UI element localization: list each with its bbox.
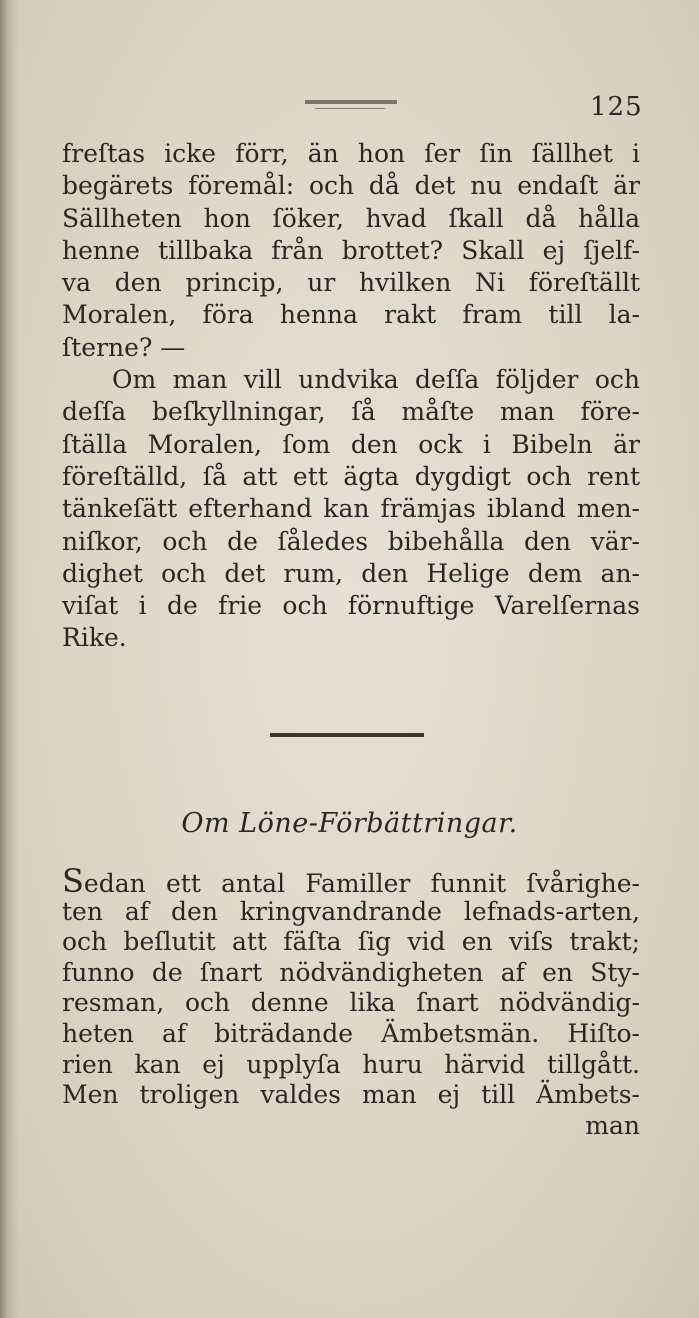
section-heading: Om Löne-Förbättringar. xyxy=(181,808,518,839)
page-number: 125 xyxy=(590,92,643,122)
text-line: resman, och denne lika ſnart nödvändig- xyxy=(62,988,640,1018)
text-line: Men troligen valdes man ej till Ämbets- xyxy=(62,1080,640,1110)
header-ornament-rule xyxy=(305,100,397,104)
text-line: ſtälla Moralen, ſom den ock i Bibeln är xyxy=(62,429,640,459)
text-line: Moralen, föra henna rakt fram till la- xyxy=(62,300,640,330)
text-line: niſkor, och de ſåledes bibehålla den vär- xyxy=(62,526,640,556)
text-line: va den princip, ur hvilken Ni föreſtällt xyxy=(62,268,640,298)
text-line: dighet och det rum, den Helige dem an- xyxy=(62,558,640,588)
section-divider-rule xyxy=(270,733,424,737)
text-line: föreſtälld, ſå att ett ägta dygdigt och rent xyxy=(62,461,640,491)
text-line: freſtas icke förr, än hon ſer ſin ſällhet i xyxy=(62,139,640,168)
text-line: deſſa beſkyllningar, ſå måſte man före- xyxy=(62,397,640,427)
text-line: viſat i de frie och förnuftige Varelſernas xyxy=(62,591,640,621)
text-line: heten af biträdande Ämbetsmän. Hiſto- xyxy=(62,1018,640,1048)
text-line: begärets föremål: och då det nu endaſt är xyxy=(62,171,640,201)
text-line: ten af den kringvandrande lefnads-arten, xyxy=(62,896,640,926)
body-text-lower xyxy=(62,862,640,1141)
text-line: tänkeſätt efterhand kan främjas ibland men- xyxy=(62,494,640,524)
drop-cap: S xyxy=(62,862,84,900)
text-line-first xyxy=(62,862,640,900)
text-line-rest: edan ett antal Familler funnit ſvårighe- xyxy=(83,869,640,898)
text-line: Rike. xyxy=(62,623,127,653)
body-text-upper xyxy=(62,138,640,655)
text-line: Om man vill undvika deſſa följder och xyxy=(112,365,640,395)
catchword: man xyxy=(585,1110,640,1140)
binding-shadow xyxy=(0,0,18,1318)
text-line: funno de ſnart nödvändigheten af en Sty- xyxy=(62,957,640,987)
text-line: henne tillbaka från brottet? Skall ej ſjelf- xyxy=(62,235,640,265)
text-line: och beſlutit att fäſta ſig vid en viſs trakt; xyxy=(62,927,640,957)
text-line: ſterne? — xyxy=(62,332,186,362)
text-line: Sällheten hon ſöker, hvad ſkall då hålla xyxy=(62,203,640,233)
text-line: rien kan ej upplyſa huru härvid tillgått. xyxy=(62,1049,640,1079)
